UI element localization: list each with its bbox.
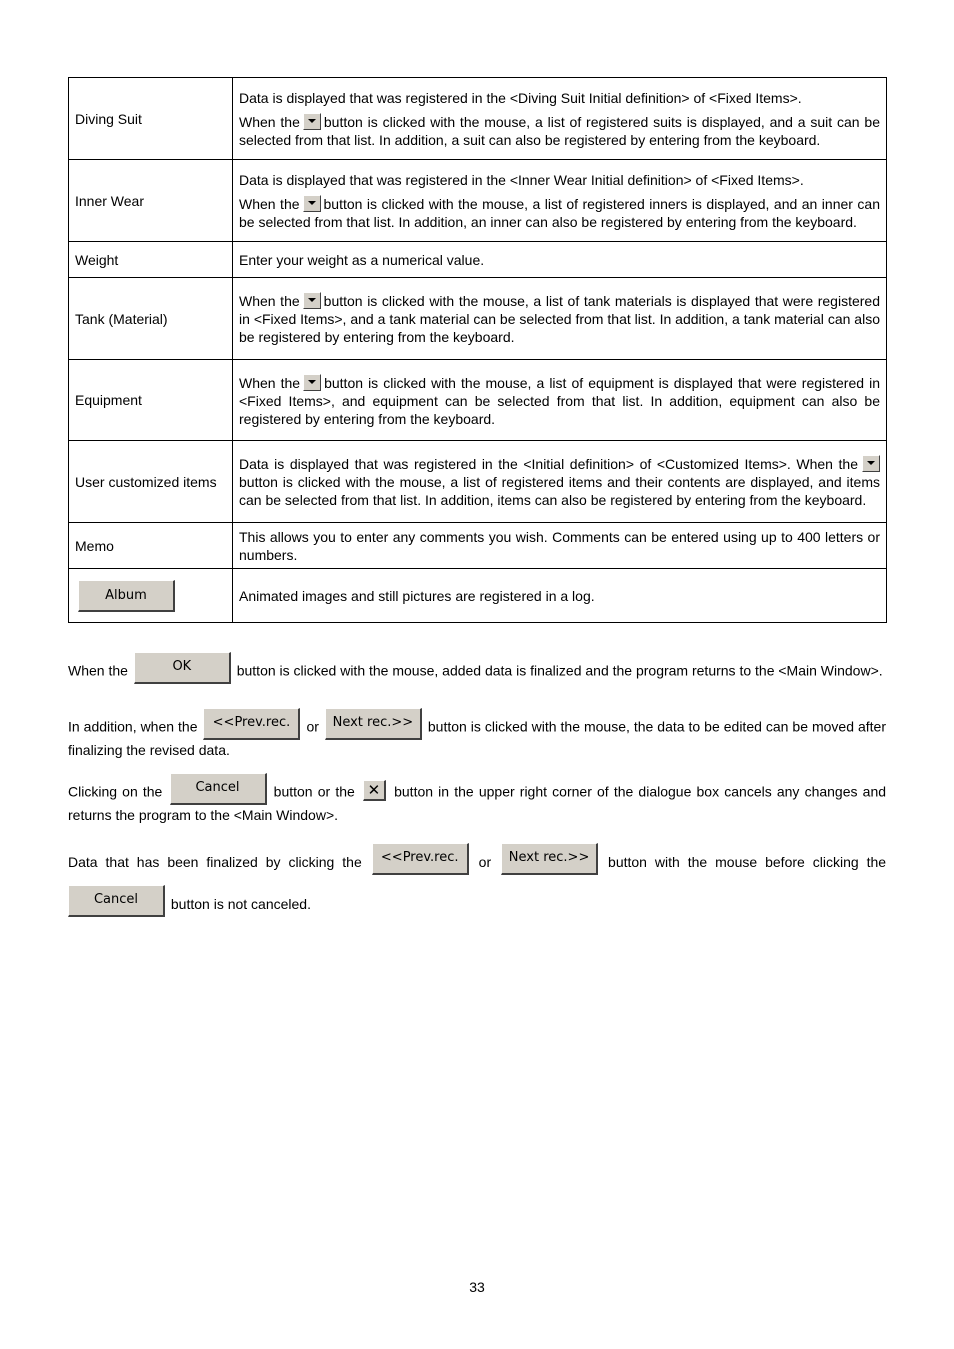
ok-paragraph: When the OK button is clicked with the mouse, added data is finalized and the program returns to the <Main Window>. [68,660,886,684]
cancel-paragraph: Clicking on the Cancel button or the ✕ button in the upper right corner of the dialogue box cancels any changes and returns the program to the <Main Window>. [68,781,886,825]
ok-button[interactable]: OK [134,652,231,684]
field-label: User customized items [69,441,233,523]
finalized-paragraph: Data that has been finalized by clicking the <<Prev.rec. or Next rec.>> button with the mouse before clicking the Cancel button is not canceled. [68,841,886,925]
close-icon[interactable]: ✕ [363,780,386,801]
dropdown-arrow-icon [303,374,321,391]
table-row [69,78,887,160]
album-button[interactable]: Album [78,580,175,612]
prev-next-paragraph: In addition, when the <<Prev.rec. or Next rec.>> button is clicked with the mouse, the data to be edited can be moved after finalizing the revised data. [68,716,886,760]
field-label: Tank (Material) [69,278,233,360]
field-description: When the button is clicked with the mouse, a list of equipment is displayed that were registered in <Fixed Items>, and equipment can be selected from that list. In addition, equipment can also be registered by entering from the keyboard. [233,360,887,441]
field-label: Equipment [69,360,233,441]
field-label-cell [69,569,233,623]
table-row [69,242,887,278]
next-record-button[interactable]: Next rec.>> [501,843,598,875]
field-label: Diving Suit [69,78,233,160]
field-description: When the button is clicked with the mouse, a list of tank materials is displayed that were registered in <Fixed Items>, and a tank material can be selected from that list. In addition, a tank material can also be registered by entering from the keyboard. [233,278,887,360]
field-description: Data is displayed that was registered in the <Diving Suit Initial definition> of <Fixed Items>. When the button is clicked with the mouse, a list of registered suits is displayed, and a suit can be selected from that list. In addition, a suit can also be registered by entering from the keyboard. [233,78,887,160]
field-description: This allows you to enter any comments you wish. Comments can be entered using up to 400 letters or numbers. [233,523,887,569]
field-label: Memo [69,523,233,569]
prev-record-button[interactable]: <<Prev.rec. [203,708,300,740]
table-row [69,441,887,523]
table-row [69,360,887,441]
field-description: Enter your weight as a numerical value. [233,242,887,278]
cancel-button[interactable]: Cancel [170,773,267,805]
field-label: Weight [69,242,233,278]
table-row [69,569,887,623]
table-row [69,278,887,360]
fields-table [68,77,887,623]
prev-record-button[interactable]: <<Prev.rec. [372,843,469,875]
field-description: Animated images and still pictures are registered in a log. [233,569,887,623]
dropdown-arrow-icon [303,195,321,212]
table-row [69,523,887,569]
cancel-button[interactable]: Cancel [68,885,165,917]
table-row [69,160,887,242]
dropdown-arrow-icon [303,113,321,130]
field-label: Inner Wear [69,160,233,242]
field-description: Data is displayed that was registered in the <Initial definition> of <Customized Items>. When the button is clicked with the mouse, a list of registered items and their contents are displayed, and items can be selected from that list. In addition, items can also be registered by entering from the keyboard. [233,441,887,523]
page-number: 33 [469,1279,485,1295]
field-description: Data is displayed that was registered in the <Inner Wear Initial definition> of <Fixed Items>. When the button is clicked with the mouse, a list of registered inners is displayed, and an inner can be selected from that list. In addition, an inner can also be registered by entering from the keyboard. [233,160,887,242]
next-record-button[interactable]: Next rec.>> [325,708,422,740]
dropdown-arrow-icon [862,455,880,472]
dropdown-arrow-icon [303,292,321,309]
